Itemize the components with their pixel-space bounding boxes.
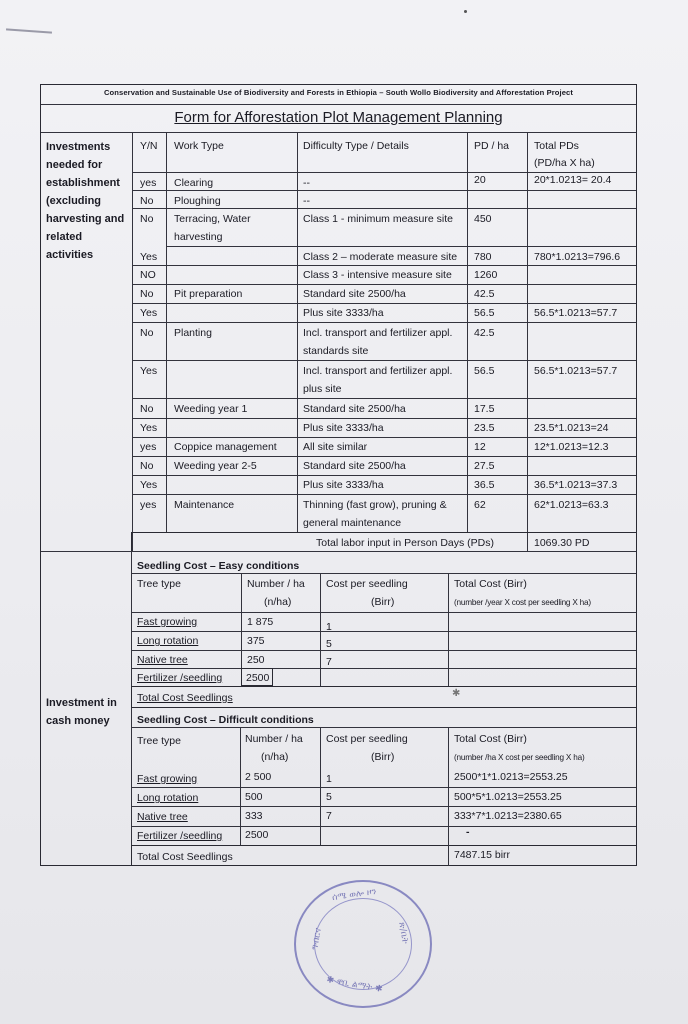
header-yn: Y/N	[140, 140, 158, 152]
yn-cell: No	[140, 288, 154, 300]
pen-mark	[6, 28, 52, 33]
stamp-glyphs: ሰሜ ወሎ ዞን	[331, 886, 378, 904]
yn-cell: yes	[140, 177, 157, 189]
yn-cell: Yes	[140, 479, 158, 491]
rule	[240, 727, 241, 845]
rule	[132, 398, 636, 399]
difficult-header-number: Number / ha	[245, 733, 303, 745]
work-type-cell: Weeding year 1	[174, 403, 248, 415]
easy-header-tree: Tree type	[137, 578, 181, 590]
detail-cell: Incl. transport and fertilizer appl.	[303, 327, 453, 339]
easy-tree-cell: Native tree	[137, 654, 188, 666]
cash-side-label: Investment in cash money	[46, 697, 117, 727]
work-type-cell: Ploughing	[174, 195, 221, 207]
yn-cell: Yes	[140, 251, 158, 263]
difficult-total-value: 7487.15 birr	[454, 849, 511, 861]
yn-cell: No	[140, 403, 154, 415]
difficult-header-tree: Tree type	[137, 735, 181, 747]
rule	[132, 132, 133, 552]
official-seal-stamp	[294, 880, 432, 1008]
pd-cell: 27.5	[474, 460, 495, 472]
pd-cell: 23.5	[474, 422, 495, 434]
difficult-header-total-formula: (number /ha X cost per seedling X ha)	[454, 753, 585, 762]
pd-cell: 20	[474, 174, 486, 186]
rule	[297, 132, 298, 532]
easy-number-cell: 2500	[246, 672, 270, 684]
rule	[166, 132, 167, 532]
rule	[131, 631, 636, 632]
rule	[448, 573, 449, 686]
easy-header-cost: Cost per seedling	[326, 578, 408, 590]
pd-cell: 42.5	[474, 288, 495, 300]
rule	[132, 475, 636, 476]
yn-cell: yes	[140, 441, 157, 453]
rule	[320, 573, 321, 686]
rule	[166, 246, 636, 247]
detail-cell: Plus site 3333/ha	[303, 422, 384, 434]
stamp-glyphs: ✱ ዋቢ ልማት ✱	[325, 975, 384, 995]
rule	[132, 284, 636, 285]
rule	[131, 668, 636, 669]
easy-number-cell: 250	[247, 654, 265, 666]
difficult-tree-cell: Native tree	[137, 811, 188, 823]
rule	[41, 104, 636, 105]
total-cell: 20*1.0213= 20.4	[534, 174, 612, 186]
difficult-header-total: Total Cost (Birr)	[454, 733, 527, 745]
detail-cell: Class 1 - minimum measure site	[303, 213, 453, 225]
easy-header-number-unit: (n/ha)	[264, 596, 292, 608]
difficult-tree-cell: Fertilizer /seedling	[137, 830, 223, 842]
ink-dot	[464, 10, 467, 13]
rule	[132, 456, 636, 457]
detail-cell-line2: general maintenance	[303, 517, 402, 529]
rule	[448, 845, 449, 866]
easy-header-total-formula: (number /year X cost per seedling X ha)	[454, 598, 591, 607]
easy-header-total: Total Cost (Birr)	[454, 578, 527, 590]
pd-cell: 36.5	[474, 479, 495, 491]
detail-cell-line2: standards site	[303, 345, 369, 357]
detail-cell: Incl. transport and fertilizer appl.	[303, 365, 453, 377]
labor-total-label: Total labor input in Person Days (PDs)	[316, 537, 494, 549]
easy-tree-cell: Long rotation	[137, 635, 199, 647]
labor-total-value: 1069.30 PD	[534, 537, 590, 549]
rule	[448, 727, 449, 845]
rule	[320, 727, 321, 845]
work-type-cell-line2: harvesting	[174, 231, 223, 243]
header-pd-ha: PD / ha	[474, 140, 510, 152]
detail-cell-line2: plus site	[303, 383, 342, 395]
total-cell: 56.5*1.0213=57.7	[534, 365, 618, 377]
detail-cell: Standard site 2500/ha	[303, 403, 406, 415]
pd-cell: 450	[474, 213, 492, 225]
easy-seedling-title: Seedling Cost – Easy conditions	[137, 560, 300, 572]
work-type-cell: Terracing, Water	[174, 213, 251, 225]
difficult-tree-cell: Long rotation	[137, 792, 199, 804]
rule	[131, 727, 636, 728]
form-title: Form for Afforestation Plot Management Planning	[174, 109, 503, 126]
stamp-glyphs: ጽ/ቤት	[396, 921, 410, 945]
detail-cell: Class 3 - intensive measure site	[303, 269, 452, 281]
pd-cell: 780	[474, 251, 492, 263]
header-work-type: Work Type	[174, 140, 224, 152]
detail-cell: Class 2 – moderate measure site	[303, 251, 458, 263]
rule	[131, 612, 636, 613]
detail-cell: Thinning (fast grow), pruning &	[303, 499, 447, 511]
rule	[131, 573, 636, 574]
easy-number-cell: 375	[247, 635, 265, 647]
rule	[131, 650, 636, 651]
yn-cell: No	[140, 327, 154, 339]
difficult-cost-cell: 7	[326, 810, 332, 822]
rule	[132, 437, 636, 438]
yn-cell: No	[140, 213, 154, 225]
yn-cell: Yes	[140, 365, 158, 377]
easy-number-cell: 1 875	[247, 616, 274, 628]
header-total-pds: Total PDs	[534, 140, 579, 152]
detail-cell: --	[303, 195, 310, 207]
detail-cell: Plus site 3333/ha	[303, 307, 384, 319]
yn-cell: Yes	[140, 422, 158, 434]
header-total-pds-formula: (PD/ha X ha)	[534, 157, 595, 169]
stamp-glyphs: ግብርና	[310, 927, 324, 951]
easy-tree-cell: Fast growing	[137, 616, 198, 628]
total-cell: 56.5*1.0213=57.7	[534, 307, 618, 319]
difficult-cost-cell: 1	[326, 773, 332, 785]
rule	[467, 132, 468, 532]
difficult-header-cost-unit: (Birr)	[371, 751, 395, 763]
rule	[132, 418, 636, 419]
work-type-cell: Maintenance	[174, 499, 235, 511]
rule	[131, 787, 636, 788]
difficult-total-label: Total Cost Seedlings	[137, 851, 233, 863]
rule	[131, 806, 636, 807]
easy-header-number: Number / ha	[247, 578, 305, 590]
yn-cell: NO	[140, 269, 156, 281]
labor-side-label: Investments needed for establishment (excluding harvesting and related activities	[46, 141, 125, 261]
difficult-seedling-title: Seedling Cost – Difficult conditions	[137, 714, 314, 726]
work-type-cell: Clearing	[174, 177, 214, 189]
pd-cell: 12	[474, 441, 486, 453]
rule	[132, 190, 636, 191]
rule	[132, 265, 636, 266]
easy-total-label: Total Cost Seedlings	[137, 692, 233, 704]
pd-cell: 56.5	[474, 365, 495, 377]
rule	[132, 360, 636, 361]
total-cell: 62*1.0213=63.3	[534, 499, 609, 511]
total-cell: 23.5*1.0213=24	[534, 422, 609, 434]
pd-cell: 17.5	[474, 403, 495, 415]
difficult-number-cell: 333	[245, 810, 263, 822]
work-type-cell: Pit preparation	[174, 288, 243, 300]
difficult-number-cell: 2 500	[245, 771, 272, 783]
total-cell: 12*1.0213=12.3	[534, 441, 609, 453]
easy-header-cost-unit: (Birr)	[371, 596, 395, 608]
pd-cell: 56.5	[474, 307, 495, 319]
rule	[132, 322, 636, 323]
rule	[527, 132, 528, 552]
rule	[132, 494, 636, 495]
detail-cell: Standard site 2500/ha	[303, 460, 406, 472]
difficult-total-cell: 333*7*1.0213=2380.65	[454, 810, 562, 822]
detail-cell: --	[303, 177, 310, 189]
work-type-cell: Weeding year 2-5	[174, 460, 257, 472]
rule	[131, 551, 132, 866]
easy-cost-cell: 1	[326, 621, 332, 633]
detail-cell: Plus site 3333/ha	[303, 479, 384, 491]
difficult-number-cell: 2500	[245, 829, 269, 841]
header-difficulty: Difficulty Type / Details	[303, 140, 409, 152]
total-cell: 780*1.0213=796.6	[534, 251, 621, 263]
rule	[132, 208, 636, 209]
easy-tree-cell: Fertilizer /seedling	[137, 672, 223, 684]
difficult-total-cell: 500*5*1.0213=2553.25	[454, 791, 562, 803]
work-type-cell: Planting	[174, 327, 212, 339]
smudge-mark: ✱	[452, 688, 461, 699]
pd-cell: 1260	[474, 269, 498, 281]
yn-cell: No	[140, 460, 154, 472]
yn-cell: Yes	[140, 307, 158, 319]
difficult-cost-cell: 5	[326, 791, 332, 803]
easy-cost-cell: 7	[326, 656, 332, 668]
rule	[132, 172, 636, 173]
detail-cell: Standard site 2500/ha	[303, 288, 406, 300]
difficult-number-cell: 500	[245, 791, 263, 803]
project-header: Conservation and Sustainable Use of Biodiversity and Forests in Ethiopia – South Wollo Biodiversity and Afforestation Project	[103, 88, 574, 97]
detail-cell: All site similar	[303, 441, 368, 453]
work-type-cell: Coppice management	[174, 441, 277, 453]
pd-cell: 42.5	[474, 327, 495, 339]
easy-cost-cell: 5	[326, 638, 332, 650]
total-cell: 36.5*1.0213=37.3	[534, 479, 618, 491]
rule	[41, 132, 636, 133]
yn-cell: No	[140, 195, 154, 207]
rule	[132, 303, 636, 304]
difficult-header-number-unit: (n/ha)	[261, 751, 289, 763]
pd-cell: 62	[474, 499, 486, 511]
difficult-tree-cell: Fast growing	[137, 773, 198, 785]
difficult-total-cell: 2500*1*1.0213=2553.25	[454, 771, 568, 783]
rule	[131, 826, 636, 827]
difficult-total-cell: -	[466, 826, 470, 838]
difficult-header-cost: Cost per seedling	[326, 733, 408, 745]
yn-cell: yes	[140, 499, 157, 511]
